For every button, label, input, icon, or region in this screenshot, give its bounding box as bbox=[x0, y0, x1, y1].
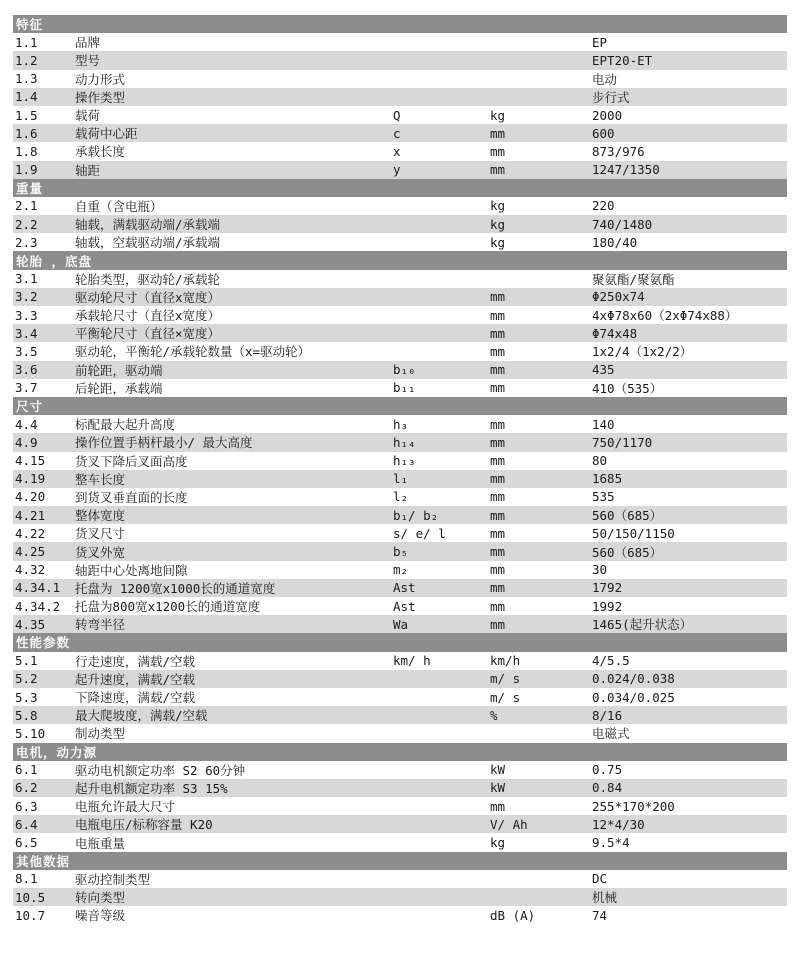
row-symbol: h₁₃ bbox=[393, 453, 416, 469]
table-row bbox=[13, 597, 787, 615]
row-symbol: m₂ bbox=[393, 562, 409, 578]
row-value: 1x2/4（1x2/2） bbox=[592, 344, 693, 360]
row-number: 6.5 bbox=[15, 835, 38, 851]
row-symbol: h₃ bbox=[393, 416, 409, 432]
row-description: 操作位置手柄杆最小/ 最大高度 bbox=[75, 435, 253, 451]
row-unit: mm bbox=[490, 143, 506, 159]
row-number: 4.4 bbox=[15, 416, 38, 432]
table-row bbox=[13, 724, 787, 742]
row-number: 4.32 bbox=[15, 562, 46, 578]
row-value: 560（685） bbox=[592, 508, 663, 524]
row-description: 货叉外宽 bbox=[75, 544, 126, 560]
row-value: 535 bbox=[592, 489, 615, 505]
row-unit: mm bbox=[490, 307, 506, 323]
row-description: 最大爬坡度，满载/空载 bbox=[75, 708, 208, 724]
row-value: 255*170*200 bbox=[592, 798, 675, 814]
row-number: 6.1 bbox=[15, 762, 38, 778]
table-row bbox=[13, 33, 787, 51]
section-header: 性能参数 bbox=[13, 633, 787, 651]
row-description: 动力形式 bbox=[75, 71, 126, 87]
row-value: EPT20-ET bbox=[592, 52, 653, 68]
row-symbol: Ast bbox=[393, 580, 416, 596]
table-row bbox=[13, 142, 787, 160]
table-row bbox=[13, 197, 787, 215]
row-value: 560（685） bbox=[592, 544, 663, 560]
table-row bbox=[13, 524, 787, 542]
row-symbol: b₁/ b₂ bbox=[393, 507, 439, 523]
row-symbol: Q bbox=[393, 107, 401, 123]
table-row bbox=[13, 306, 787, 324]
row-description: 行走速度，满载/空载 bbox=[75, 653, 196, 669]
row-value: 1465(起升状态） bbox=[592, 617, 693, 633]
row-symbol: x bbox=[393, 143, 401, 159]
row-unit: mm bbox=[490, 325, 506, 341]
table-row bbox=[13, 342, 787, 360]
row-unit: mm bbox=[490, 453, 506, 469]
row-number: 5.3 bbox=[15, 689, 38, 705]
row-description: 承载长度 bbox=[75, 144, 126, 160]
row-description: 前轮距，驱动端 bbox=[75, 362, 163, 378]
row-number: 6.4 bbox=[15, 816, 38, 832]
row-description: 电瓶重量 bbox=[75, 835, 126, 851]
row-description: 转向类型 bbox=[75, 890, 126, 906]
row-unit: mm bbox=[490, 434, 506, 450]
row-number: 5.8 bbox=[15, 707, 38, 723]
row-value: DC bbox=[592, 871, 608, 887]
row-description: 标配最大起升高度 bbox=[75, 417, 176, 433]
row-number: 4.34.1 bbox=[15, 580, 61, 596]
row-description: 转弯半径 bbox=[75, 617, 126, 633]
row-unit: mm bbox=[490, 507, 506, 523]
row-unit: km/h bbox=[490, 653, 521, 669]
row-description: 起升电机额定功率 S3 15% bbox=[75, 780, 228, 796]
row-value: 74 bbox=[592, 907, 608, 923]
row-number: 4.21 bbox=[15, 507, 46, 523]
row-unit: mm bbox=[490, 125, 506, 141]
table-row bbox=[13, 815, 787, 833]
row-unit: mm bbox=[490, 598, 506, 614]
row-value: Φ74x48 bbox=[592, 325, 638, 341]
table-row bbox=[13, 706, 787, 724]
row-description: 后轮距，承载端 bbox=[75, 380, 163, 396]
row-value: 435 bbox=[592, 362, 615, 378]
row-value: Φ250x74 bbox=[592, 289, 645, 305]
row-symbol: b₁₁ bbox=[393, 380, 416, 396]
row-unit: mm bbox=[490, 343, 506, 359]
row-number: 4.22 bbox=[15, 525, 46, 541]
row-unit: mm bbox=[490, 580, 506, 596]
row-description: 载荷 bbox=[75, 108, 101, 124]
row-value: 8/16 bbox=[592, 707, 623, 723]
row-symbol: l₂ bbox=[393, 489, 409, 505]
row-number: 3.7 bbox=[15, 380, 38, 396]
row-symbol: h₁₄ bbox=[393, 434, 416, 450]
row-number: 10.5 bbox=[15, 889, 46, 905]
table-row bbox=[13, 797, 787, 815]
row-description: 下降速度，满载/空载 bbox=[75, 690, 196, 706]
table-row bbox=[13, 88, 787, 106]
row-unit: kW bbox=[490, 780, 506, 796]
row-description: 轴距中心处离地间隙 bbox=[75, 562, 188, 578]
row-value: 410（535） bbox=[592, 380, 663, 396]
row-number: 3.1 bbox=[15, 271, 38, 287]
row-unit: kg bbox=[490, 835, 506, 851]
row-number: 1.5 bbox=[15, 107, 38, 123]
table-row bbox=[13, 70, 787, 88]
table-row bbox=[13, 779, 787, 797]
row-number: 6.2 bbox=[15, 780, 38, 796]
table-row bbox=[13, 670, 787, 688]
row-symbol: y bbox=[393, 162, 401, 178]
row-number: 1.9 bbox=[15, 162, 38, 178]
row-value: 873/976 bbox=[592, 143, 645, 159]
section-header: 特征 bbox=[13, 15, 787, 33]
row-description: 载荷中心距 bbox=[75, 126, 138, 142]
row-value: 0.75 bbox=[592, 762, 623, 778]
row-description: 到货叉垂直面的长度 bbox=[75, 489, 188, 505]
row-number: 3.3 bbox=[15, 307, 38, 323]
row-value: 2000 bbox=[592, 107, 623, 123]
table-row bbox=[13, 51, 787, 69]
row-number: 4.19 bbox=[15, 471, 46, 487]
row-symbol: b₁₀ bbox=[393, 362, 416, 378]
table-row bbox=[13, 688, 787, 706]
row-description: 制动类型 bbox=[75, 726, 126, 742]
row-number: 4.9 bbox=[15, 434, 38, 450]
table-row bbox=[13, 215, 787, 233]
table-row bbox=[13, 906, 787, 924]
table-row bbox=[13, 561, 787, 579]
row-value: 750/1170 bbox=[592, 434, 653, 450]
section-header: 其他数据 bbox=[13, 852, 787, 870]
row-number: 1.6 bbox=[15, 125, 38, 141]
row-value: 80 bbox=[592, 453, 608, 469]
row-number: 5.2 bbox=[15, 671, 38, 687]
table-row bbox=[13, 652, 787, 670]
row-description: 驱动轮尺寸（直径x宽度） bbox=[75, 289, 221, 305]
row-unit: mm bbox=[490, 616, 506, 632]
row-number: 4.15 bbox=[15, 453, 46, 469]
row-description: 整车长度 bbox=[75, 471, 126, 487]
row-description: 自重（含电瓶） bbox=[75, 198, 163, 214]
row-description: 货叉尺寸 bbox=[75, 526, 126, 542]
row-value: 30 bbox=[592, 562, 608, 578]
row-value: 12*4/30 bbox=[592, 816, 645, 832]
table-row bbox=[13, 452, 787, 470]
table-row bbox=[13, 106, 787, 124]
row-number: 1.2 bbox=[15, 52, 38, 68]
row-value: 电磁式 bbox=[592, 726, 630, 742]
table-row bbox=[13, 233, 787, 251]
row-description: 起升速度，满载/空载 bbox=[75, 671, 196, 687]
row-description: 托盘为 1200宽x1000长的通道宽度 bbox=[75, 580, 276, 596]
row-value: 0.84 bbox=[592, 780, 623, 796]
row-unit: mm bbox=[490, 362, 506, 378]
row-number: 1.8 bbox=[15, 143, 38, 159]
row-unit: m/ s bbox=[490, 671, 521, 687]
row-symbol: km/ h bbox=[393, 653, 431, 669]
row-value: 1792 bbox=[592, 580, 623, 596]
row-symbol: b₅ bbox=[393, 544, 409, 560]
row-unit: dB (A) bbox=[490, 907, 536, 923]
row-symbol: Ast bbox=[393, 598, 416, 614]
row-value: 0.034/0.025 bbox=[592, 689, 675, 705]
row-value: 180/40 bbox=[592, 234, 638, 250]
row-unit: % bbox=[490, 707, 498, 723]
row-value: 50/150/1150 bbox=[592, 525, 675, 541]
row-description: 轴距 bbox=[75, 162, 101, 178]
table-row bbox=[13, 124, 787, 142]
table-row bbox=[13, 415, 787, 433]
row-number: 4.20 bbox=[15, 489, 46, 505]
row-number: 3.2 bbox=[15, 289, 38, 305]
row-description: 轴载，空载驱动端/承载端 bbox=[75, 235, 221, 251]
section-header: 轮胎 ，底盘 bbox=[13, 251, 787, 269]
table-row bbox=[13, 161, 787, 179]
table-row bbox=[13, 324, 787, 342]
row-number: 4.34.2 bbox=[15, 598, 61, 614]
row-description: 轮胎类型，驱动轮/承载轮 bbox=[75, 271, 221, 287]
table-row bbox=[13, 761, 787, 779]
row-number: 10.7 bbox=[15, 907, 46, 923]
row-unit: mm bbox=[490, 416, 506, 432]
row-value: 220 bbox=[592, 198, 615, 214]
row-symbol: l₁ bbox=[393, 471, 409, 487]
table-row bbox=[13, 488, 787, 506]
spec-table bbox=[13, 15, 787, 924]
row-number: 1.1 bbox=[15, 34, 38, 50]
row-unit: kW bbox=[490, 762, 506, 778]
row-description: 货叉下降后叉面高度 bbox=[75, 453, 188, 469]
row-value: 600 bbox=[592, 125, 615, 141]
row-number: 1.3 bbox=[15, 71, 38, 87]
row-value: 机械 bbox=[592, 890, 618, 906]
row-description: 电瓶电压/标称容量 K20 bbox=[75, 817, 213, 833]
row-description: 电瓶允许最大尺寸 bbox=[75, 799, 176, 815]
section-header: 尺寸 bbox=[13, 397, 787, 415]
row-unit: mm bbox=[490, 162, 506, 178]
row-description: 整体宽度 bbox=[75, 508, 126, 524]
row-value: 140 bbox=[592, 416, 615, 432]
row-number: 1.4 bbox=[15, 89, 38, 105]
row-number: 4.35 bbox=[15, 616, 46, 632]
row-value: 电动 bbox=[592, 71, 618, 87]
table-row bbox=[13, 433, 787, 451]
table-row bbox=[13, 579, 787, 597]
row-value: 0.024/0.038 bbox=[592, 671, 675, 687]
row-number: 3.4 bbox=[15, 325, 38, 341]
row-unit: mm bbox=[490, 471, 506, 487]
row-description: 平衡轮尺寸（直径×宽度） bbox=[75, 326, 221, 342]
row-unit: kg bbox=[490, 107, 506, 123]
row-value: 1247/1350 bbox=[592, 162, 660, 178]
table-row bbox=[13, 870, 787, 888]
row-description: 托盘为800宽x1200长的通道宽度 bbox=[75, 599, 261, 615]
row-value: 1992 bbox=[592, 598, 623, 614]
row-description: 轴载，满载驱动端/承载端 bbox=[75, 217, 221, 233]
row-unit: mm bbox=[490, 380, 506, 396]
row-unit: m/ s bbox=[490, 689, 521, 705]
row-symbol: Wa bbox=[393, 616, 409, 632]
row-description: 品牌 bbox=[75, 35, 101, 51]
row-value: EP bbox=[592, 34, 608, 50]
table-row bbox=[13, 506, 787, 524]
row-value: 9.5*4 bbox=[592, 835, 630, 851]
row-description: 操作类型 bbox=[75, 89, 126, 105]
table-row bbox=[13, 833, 787, 851]
table-row bbox=[13, 888, 787, 906]
row-number: 5.1 bbox=[15, 653, 38, 669]
table-row bbox=[13, 615, 787, 633]
row-description: 驱动轮，平衡轮/承载轮数量（x=驱动轮） bbox=[75, 344, 311, 360]
row-unit: mm bbox=[490, 562, 506, 578]
row-number: 6.3 bbox=[15, 798, 38, 814]
row-symbol: s/ e/ l bbox=[393, 525, 446, 541]
row-number: 4.25 bbox=[15, 544, 46, 560]
row-unit: kg bbox=[490, 198, 506, 214]
row-unit: mm bbox=[490, 544, 506, 560]
row-value: 聚氨酯/聚氨酯 bbox=[592, 271, 675, 287]
row-value: 4xΦ78x60（2xΦ74x88） bbox=[592, 308, 738, 324]
row-description: 型号 bbox=[75, 53, 101, 69]
table-row bbox=[13, 542, 787, 560]
row-description: 驱动电机额定功率 S2 60分钟 bbox=[75, 762, 246, 778]
row-number: 2.2 bbox=[15, 216, 38, 232]
row-number: 3.5 bbox=[15, 343, 38, 359]
row-number: 5.10 bbox=[15, 725, 46, 741]
row-value: 4/5.5 bbox=[592, 653, 630, 669]
row-value: 740/1480 bbox=[592, 216, 653, 232]
row-description: 噪音等级 bbox=[75, 908, 126, 924]
table-row bbox=[13, 470, 787, 488]
row-unit: V/ Ah bbox=[490, 816, 528, 832]
row-unit: mm bbox=[490, 525, 506, 541]
row-number: 2.1 bbox=[15, 198, 38, 214]
row-description: 承载轮尺寸（直径x宽度） bbox=[75, 308, 221, 324]
table-row bbox=[13, 270, 787, 288]
row-number: 2.3 bbox=[15, 234, 38, 250]
row-unit: kg bbox=[490, 234, 506, 250]
row-value: 1685 bbox=[592, 471, 623, 487]
table-row bbox=[13, 379, 787, 397]
row-unit: mm bbox=[490, 289, 506, 305]
row-unit: mm bbox=[490, 489, 506, 505]
table-row bbox=[13, 288, 787, 306]
section-header: 电机，动力源 bbox=[13, 743, 787, 761]
row-unit: kg bbox=[490, 216, 506, 232]
row-description: 驱动控制类型 bbox=[75, 871, 151, 887]
row-value: 步行式 bbox=[592, 89, 630, 105]
row-number: 8.1 bbox=[15, 871, 38, 887]
row-symbol: c bbox=[393, 125, 401, 141]
section-header: 重量 bbox=[13, 179, 787, 197]
row-number: 3.6 bbox=[15, 362, 38, 378]
row-unit: mm bbox=[490, 798, 506, 814]
table-row bbox=[13, 361, 787, 379]
